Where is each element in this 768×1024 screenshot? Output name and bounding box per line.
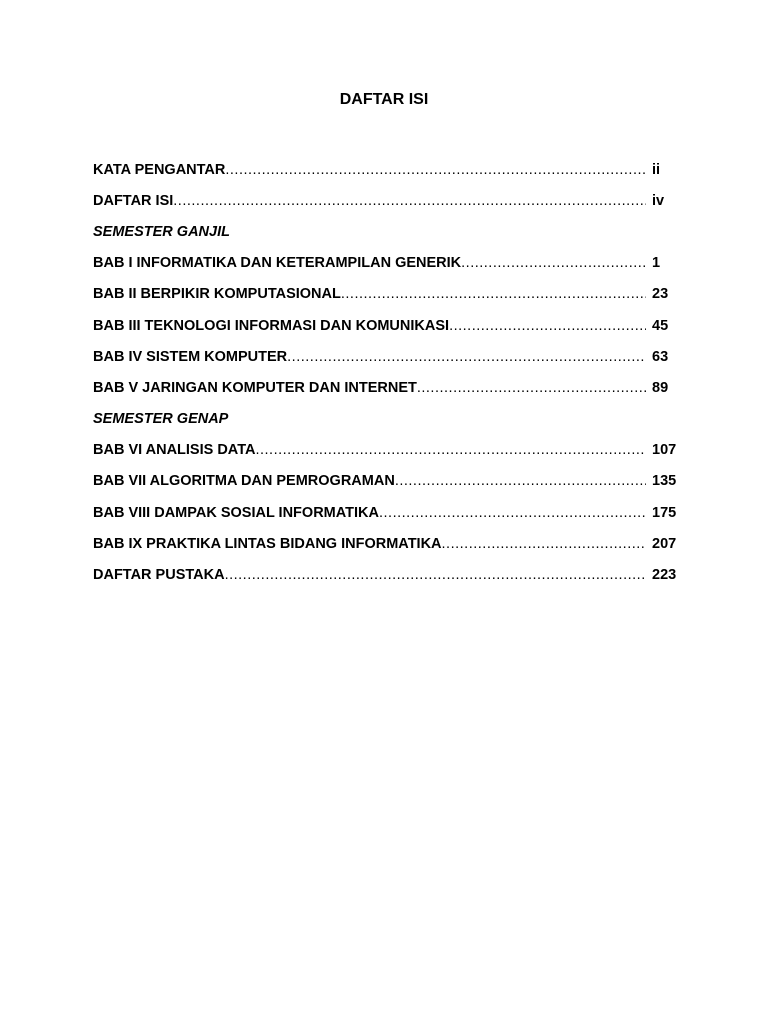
toc-section-label: SEMESTER GANJIL — [93, 223, 230, 240]
toc-page-number: 107 — [652, 442, 677, 459]
dot-leader — [287, 349, 646, 365]
toc-entry-label: BAB V JARINGAN KOMPUTER DAN INTERNET — [93, 379, 417, 396]
toc-entry — [93, 185, 693, 216]
toc-page-number: ii — [652, 161, 661, 178]
dot-leader — [461, 255, 646, 271]
dot-leader — [173, 193, 646, 209]
dot-leader — [379, 505, 646, 521]
toc-page-number: 135 — [652, 473, 677, 490]
toc-page-number: iv — [652, 192, 665, 209]
toc-page-number: 223 — [652, 567, 677, 584]
toc-entry — [93, 341, 693, 372]
toc-entry-label: BAB VI ANALISIS DATA — [93, 442, 256, 459]
toc-entry-label: BAB I INFORMATIKA DAN KETERAMPILAN GENERIK — [93, 255, 462, 272]
toc-entry — [93, 248, 693, 279]
toc-page-number: 175 — [652, 504, 677, 521]
toc-entry — [93, 310, 693, 341]
dot-leader — [255, 442, 646, 458]
dot-leader — [395, 473, 646, 489]
toc-page-number: 63 — [652, 348, 669, 365]
toc-entry-label: BAB III TEKNOLOGI INFORMASI DAN KOMUNIKASI — [93, 317, 450, 334]
dot-leader — [449, 318, 646, 334]
toc-entry-label: BAB IX PRAKTIKA LINTAS BIDANG INFORMATIKA — [93, 535, 442, 552]
dot-leader — [225, 567, 646, 583]
toc-entry — [93, 466, 693, 497]
toc-entry-label: KATA PENGANTAR — [93, 161, 226, 178]
toc-page-number: 89 — [652, 379, 669, 396]
toc-entry-label: BAB VIII DAMPAK SOSIAL INFORMATIKA — [93, 504, 379, 521]
dot-leader — [225, 162, 646, 178]
table-of-contents — [93, 154, 693, 591]
toc-page-number: 45 — [652, 317, 669, 334]
dot-leader — [417, 380, 646, 396]
toc-entry — [93, 435, 693, 466]
toc-entry — [93, 528, 693, 559]
toc-entry — [93, 497, 693, 528]
toc-entry-label: BAB IV SISTEM KOMPUTER — [93, 348, 288, 365]
page-title: DAFTAR ISI — [339, 91, 429, 108]
toc-entry — [93, 559, 693, 590]
toc-entry-label: DAFTAR ISI — [93, 192, 174, 209]
toc-section-heading — [93, 216, 693, 247]
toc-section-heading — [93, 404, 693, 435]
toc-entry — [93, 372, 693, 403]
toc-entry-label: DAFTAR PUSTAKA — [93, 567, 225, 584]
dot-leader — [442, 536, 646, 552]
toc-page-number: 1 — [652, 255, 661, 272]
toc-section-label: SEMESTER GENAP — [93, 411, 229, 428]
toc-entry-label: BAB II BERPIKIR KOMPUTASIONAL — [93, 286, 341, 303]
dot-leader — [341, 286, 646, 302]
toc-page-number: 207 — [652, 535, 677, 552]
toc-page-number: 23 — [652, 286, 669, 303]
toc-entry-label: BAB VII ALGORITMA DAN PEMROGRAMAN — [93, 473, 395, 490]
toc-entry — [93, 279, 693, 310]
toc-entry — [93, 154, 693, 185]
